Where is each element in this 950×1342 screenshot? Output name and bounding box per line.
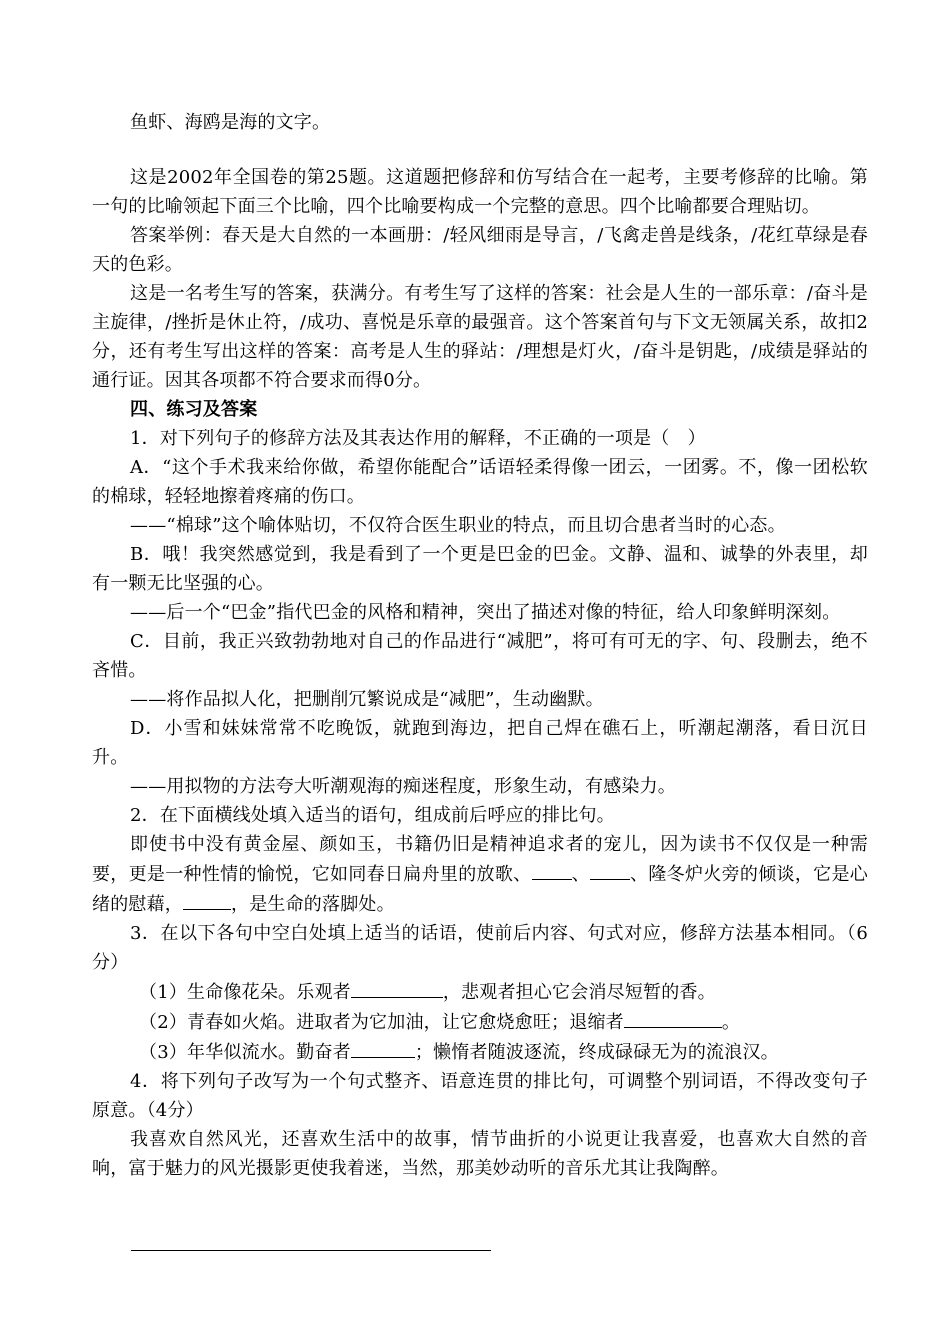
option-b: B．哦！我突然感觉到，我是看到了一个更是巴金的巴金。文静、温和、诚挚的外表里，却有一颗无比坚强的心。: [92, 544, 868, 594]
item-1-text-a: （1）生命像花朵。乐观者: [139, 982, 351, 1003]
question-4-passage: 我喜欢自然风光，还喜欢生活中的故事，情节曲折的小说更让我喜爱，也喜欢大自然的音响，富于魅力的风光摄影更使我着迷，当然，那美妙动听的音乐尤其让我陶醉。: [92, 1129, 868, 1179]
passage-text-1: 即使书中没有黄金屋、颜如玉，书籍仍旧是精神追求者的宠儿，因为读书不仅仅是一种需要，更是一种性情的愉悦，它如同春日扁舟里的放歌、: [92, 834, 868, 885]
item-1-text-b: ，悲观者担心它会消尽短暂的香。: [442, 982, 716, 1003]
question-1: 1．对下列句子的修辞方法及其表达作用的解释，不正确的一项是（ ）: [130, 428, 706, 449]
option-b-note: ——后一个“巴金”指代巴金的风格和精神，突出了描述对像的特征，给人印象鲜明深刻。: [130, 602, 841, 623]
fill-blank-1[interactable]: [532, 859, 572, 880]
option-c-note: ——将作品拟人化，把删削冗繁说成是“减肥”，生动幽默。: [130, 689, 604, 710]
paragraph-sea-text: 鱼虾、海鸥是海的文字。: [130, 112, 331, 133]
question-3-item-2: [92, 1007, 868, 1037]
fill-blank-3[interactable]: [183, 889, 231, 910]
item-2-text-a: （2）青春如火焰。进取者为它加油，让它愈烧愈旺；退缩者: [139, 1012, 624, 1033]
fill-blank-2[interactable]: [590, 859, 630, 880]
answer-line[interactable]: [131, 1250, 491, 1251]
fill-blank-item-1[interactable]: [351, 977, 443, 998]
option-a-note: ——“棉球”这个喻体贴切，不仅符合医生职业的特点，而且切合患者当时的心态。: [130, 515, 786, 536]
paragraph-exam-analysis: 这是2002年全国卷的第25题。这道题把修辞和仿写结合在一起考，主要考修辞的比喻。第一句的比喻领起下面三个比喻，四个比喻要构成一个完整的意思。四个比喻都要合理贴切。: [92, 167, 868, 217]
item-2-text-b: 。: [721, 1012, 741, 1033]
question-3: 3．在以下各句中空白处填上适当的话语，使前后内容、句式对应，修辞方法基本相同。（6分）: [92, 923, 868, 973]
question-2: 2．在下面横线处填入适当的语句，组成前后呼应的排比句。: [130, 805, 615, 826]
paragraph-answer-example: 答案举例：春天是大自然的一本画册：/轻风细雨是导言，/飞禽走兽是线条，/花红草绿是春天的色彩。: [92, 225, 868, 275]
passage-text-2: 、: [571, 864, 590, 885]
document-body: [92, 108, 868, 1183]
question-3-item-1: [92, 977, 868, 1007]
passage-text-3: 、隆冬炉火旁的倾谈，它是心绪的慰藉，: [92, 864, 868, 915]
fill-blank-item-3[interactable]: [351, 1037, 415, 1058]
paragraph-student-answers: 这是一名考生写的答案，获满分。有考生写了这样的答案：社会是人生的一部乐章：/奋斗是主旋律，/挫折是休止符，/成功、喜悦是乐章的最强音。这个答案首句与下文无领属关系，故扣2分，还有考生写出这样的答案：高考是人生的驿站：/理想是灯火，/奋斗是钥匙，/成绩是驿站的通行证。因其各项都不符合要求而得0分。: [92, 283, 868, 391]
fill-blank-item-2[interactable]: [624, 1007, 722, 1028]
section-heading: 四、练习及答案: [130, 399, 258, 420]
item-3-text-a: （3）年华似流水。勤奋者: [139, 1042, 351, 1063]
passage-text-4: ，是生命的落脚处。: [231, 894, 395, 915]
spacer: [92, 137, 868, 163]
question-3-item-3: [92, 1037, 868, 1067]
question-4: 4．将下列句子改写为一个句式整齐、语意连贯的排比句，可调整个别词语，不得改变句子原意。（4分）: [92, 1071, 868, 1121]
option-d-note: ——用拟物的方法夸大听潮观海的痴迷程度，形象生动，有感染力。: [130, 776, 676, 797]
option-c: C．目前，我正兴致勃勃地对自己的作品进行“减肥”，将可有可无的字、句、段删去，绝不吝惜。: [92, 631, 868, 681]
option-a: A．“这个手术我来给你做，希望你能配合”话语轻柔得像一团云，一团雾。不，像一团松软的棉球，轻轻地擦着疼痛的伤口。: [92, 457, 868, 507]
question-2-passage: [92, 830, 868, 919]
option-d: D．小雪和妹妹常常不吃晚饭，就跑到海边，把自己焊在礁石上，听潮起潮落，看日沉日升。: [92, 718, 868, 768]
item-3-text-b: ；懒惰者随波逐流，终成碌碌无为的流浪汉。: [414, 1042, 779, 1063]
